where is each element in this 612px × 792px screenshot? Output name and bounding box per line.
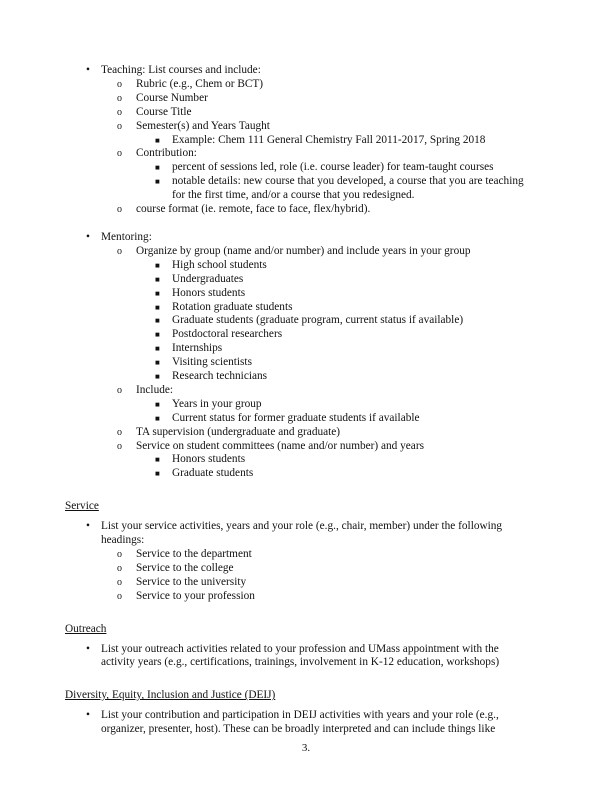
bullet-circle: o: [117, 426, 122, 438]
group-item: Internships: [172, 342, 223, 355]
semesters-sublist: [136, 134, 612, 148]
bullet-square: ■: [155, 177, 160, 187]
committee-item: Honors students: [172, 453, 246, 466]
list-item: [0, 78, 612, 92]
bullet-circle: o: [117, 440, 122, 452]
list-item: [0, 175, 612, 203]
list-item: [0, 161, 612, 175]
teaching-sublist: [101, 78, 612, 217]
bullet-dot: •: [86, 230, 90, 243]
service-list: [0, 520, 612, 603]
group-item: Honors students: [172, 286, 246, 299]
teaching-course-number: Course Number: [136, 91, 208, 104]
committees-label: Service on student committees (name and/or number) and years: [136, 439, 424, 452]
spacer: [0, 604, 612, 623]
teaching-semesters: Semester(s) and Years Taught: [136, 119, 270, 132]
list-item: [0, 92, 612, 106]
bullet-dot: •: [86, 709, 90, 722]
teaching-example: Example: Chem 111 General Chemistry Fall 2011-2017, Spring 2018: [172, 133, 486, 146]
list-item: [0, 106, 612, 120]
spacer: [0, 217, 612, 231]
bullet-circle: o: [117, 245, 122, 257]
committee-item: Graduate students: [172, 467, 254, 480]
list-item: [0, 203, 612, 217]
bullet-square: ■: [155, 288, 160, 298]
bullet-square: ■: [155, 302, 160, 312]
bullet-circle: o: [117, 590, 122, 602]
list-item: [0, 245, 612, 384]
spacer: [0, 481, 612, 500]
bullet-circle: o: [117, 78, 122, 90]
group-item: Visiting scientists: [172, 356, 252, 369]
bullet-square: ■: [155, 358, 160, 368]
list-item: [0, 467, 612, 481]
ta-supervision: TA supervision (undergraduate and graduate): [136, 425, 341, 438]
contribution-details: notable details: new course that you developed, a course that you are teaching for the first time, and/or a course that you redesigned.: [172, 175, 524, 202]
list-item: [0, 398, 612, 412]
bullet-square: ■: [155, 274, 160, 284]
list-item: [0, 314, 612, 328]
list-item: [0, 370, 612, 384]
bullet-square: ■: [155, 413, 160, 423]
list-item: [0, 147, 612, 203]
mentoring-organize: Organize by group (name and/or number) and include years in your group: [136, 244, 471, 257]
group-item: High school students: [172, 258, 267, 271]
deij-list: [0, 709, 612, 737]
contribution-percent: percent of sessions led, role (i.e. course leader) for team-taught courses: [172, 161, 494, 174]
list-item: [0, 328, 612, 342]
bullet-circle: o: [117, 549, 122, 560]
bullet-square: ■: [155, 372, 160, 382]
bullet-circle: o: [117, 120, 122, 132]
list-item: [0, 440, 612, 482]
mentoring-list: [0, 231, 612, 481]
outreach-text: List your outreach activities related to your profession and UMass appointment with the activity years (e.g., certifications, trainings, involvement in K-12 education, workshops): [101, 642, 500, 669]
service-university: Service to the university: [136, 575, 247, 588]
service-sublist: [101, 548, 612, 604]
page-number: 3.: [301, 742, 311, 754]
group-item: Rotation graduate students: [172, 300, 293, 313]
deij-item: [0, 709, 612, 737]
include-item: Current status for former graduate students if available: [172, 411, 420, 424]
outreach-item: [0, 643, 612, 671]
list-item: [0, 287, 612, 301]
mentoring-item: [0, 231, 612, 481]
spacer: [0, 670, 612, 689]
bullet-square: ■: [155, 316, 160, 326]
list-item: [0, 120, 612, 148]
group-item: Graduate students (graduate program, current status if available): [172, 314, 464, 327]
bullet-circle: o: [117, 384, 122, 396]
course-format: course format (ie. remote, face to face, flex/hybrid).: [136, 203, 371, 216]
include-item: Years in your group: [172, 397, 262, 410]
outreach-heading: Outreach: [65, 622, 107, 635]
list-item: [0, 273, 612, 287]
mentoring-sublist: [101, 245, 612, 481]
list-item: [0, 384, 612, 426]
mentoring-label: Mentoring:: [101, 230, 152, 243]
list-item: [0, 426, 612, 440]
list-item: [0, 576, 612, 590]
bullet-square: ■: [155, 163, 160, 173]
bullet-square: ■: [155, 455, 160, 465]
bullet-square: ■: [155, 260, 160, 270]
list-item: [0, 562, 612, 576]
list-item: [0, 453, 612, 467]
committees-sublist: [136, 453, 612, 481]
list-item: [0, 342, 612, 356]
teaching-item: [0, 64, 612, 217]
bullet-circle: o: [117, 204, 122, 216]
teaching-list: [0, 64, 612, 217]
list-item: [0, 590, 612, 604]
bullet-circle: o: [117, 148, 122, 160]
bullet-circle: o: [117, 92, 122, 104]
outreach-list: [0, 643, 612, 671]
bullet-dot: •: [86, 642, 90, 655]
group-item: Undergraduates: [172, 272, 244, 285]
service-item: [0, 520, 612, 603]
list-item: [0, 548, 612, 562]
include-label: Include:: [136, 383, 174, 396]
bullet-circle: o: [117, 576, 122, 588]
bullet-square: ■: [155, 330, 160, 340]
group-item: Postdoctoral researchers: [172, 328, 283, 341]
bullet-square: ■: [155, 399, 160, 409]
deij-heading: Diversity, Equity, Inclusion and Justice (DEIJ): [65, 689, 276, 702]
list-item: [0, 134, 612, 148]
groups-sublist: [136, 259, 612, 384]
bullet-dot: •: [86, 520, 90, 533]
contribution-sublist: [136, 161, 612, 203]
group-item: Research technicians: [172, 370, 268, 383]
teaching-rubric: Rubric (e.g., Chem or BCT): [136, 77, 264, 90]
service-heading: Service: [65, 500, 99, 513]
list-item: [0, 259, 612, 273]
service-department: Service to the department: [136, 548, 252, 560]
service-college: Service to the college: [136, 561, 234, 574]
bullet-circle: o: [117, 106, 122, 118]
include-sublist: [136, 398, 612, 426]
bullet-square: ■: [155, 344, 160, 354]
list-item: [0, 301, 612, 315]
bullet-circle: o: [117, 562, 122, 574]
teaching-label: Teaching: List courses and include:: [101, 64, 261, 76]
teaching-course-title: Course Title: [136, 105, 192, 118]
bullet-square: ■: [155, 135, 160, 145]
service-profession: Service to your profession: [136, 589, 255, 602]
page-content: [0, 64, 612, 737]
list-item: [0, 412, 612, 426]
bullet-dot: •: [86, 64, 90, 76]
contribution-label: Contribution:: [136, 147, 197, 160]
bullet-square: ■: [155, 469, 160, 479]
deij-text: List your contribution and participation in DEIJ activities with years and your role (e.g., organizer, presenter, host). These can be broadly interpreted and can include things like: [101, 709, 499, 736]
service-text: List your service activities, years and your role (e.g., chair, member) under the following headings:: [101, 520, 503, 547]
list-item: [0, 356, 612, 370]
